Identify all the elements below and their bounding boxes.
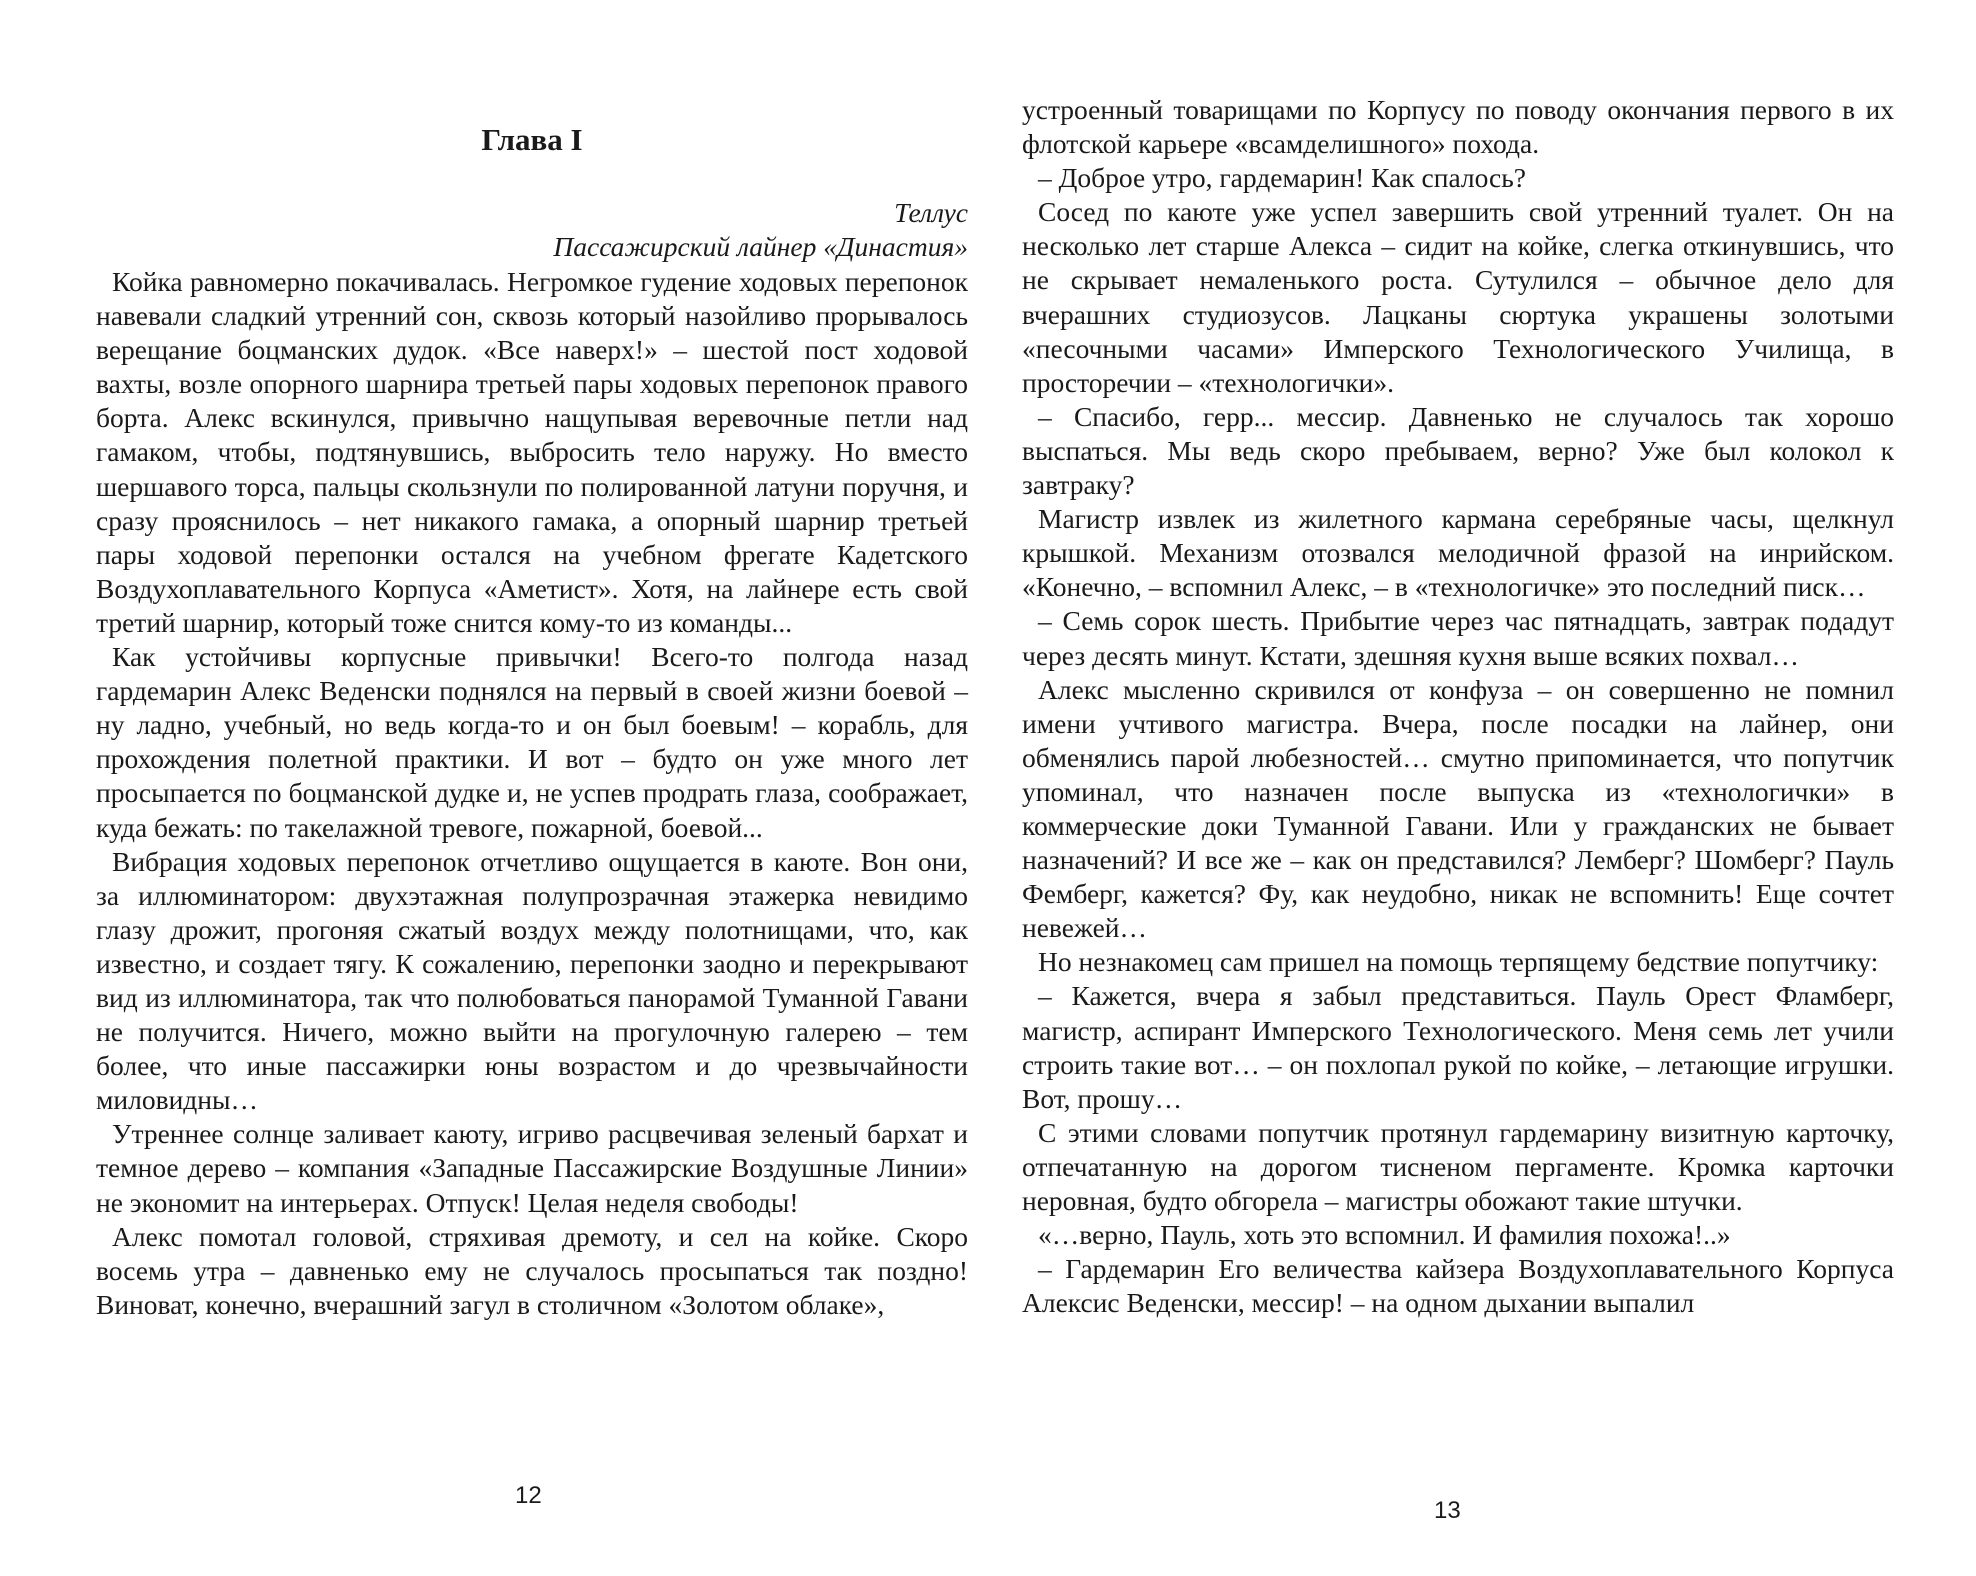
page-number: 12 (515, 1482, 542, 1509)
paragraph: – Кажется, вчера я забыл представиться. Пауль Орест Фламберг, магистр, аспирант Имперского Технологического. Меня семь лет учили строить такие вот… – он похлопал рукой по койке, – летающие игрушки. Вот, прошу… (1022, 980, 1894, 1114)
epigraph-location: Теллус (894, 197, 968, 228)
paragraph: – Доброе утро, гардемарин! Как спалось? (1038, 162, 1527, 194)
epigraph (96, 196, 968, 264)
paragraph: Койка равномерно покачивалась. Негромкое гудение ходовых перепонок навевали сладкий утренний сон, сквозь который назойливо прорывалось верещание боцманских дудок. «Все наверх!» – шестой пост ходовой вахты, возле опорного шарнира третьей пары ходовых перепонок правого борта. Алекс вскинулся, привычно нащупывая веревочные петли над гамаком, чтобы, подтянувшись, выбросить тело наружу. Но вместо шершавого торса, пальцы скользнули по полированной латуни поручня, и сразу прояснилось – нет никакого гамака, а опорный шарнир третьей пары ходовой перепонки остался на учебном фрегате Кадетского Воздухоплавательного Корпуса «Аметист». Хотя, на лайнере есть свой третий шарнир, который тоже снится кому-то из команды... (96, 266, 968, 638)
paragraph: Вибрация ходовых перепонок отчетливо ощущается в каюте. Вон они, за иллюминатором: двухэтажная полупрозрачная этажерка невидимо глазу дрожит, прогоняя сжатый воздух между полотнищами, что, как известно, и создает тягу. К сожалению, перепонки заодно и перекрывают вид из иллюминатора, так что полюбоваться панорамой Туманной Гавани не получится. Ничего, можно выйти на прогулочную галерею – тем более, что иные пассажирки юны возрастом и до чрезвычайности миловидны… (96, 845, 968, 1116)
paragraph: С этими словами попутчик протянул гардемарину визитную карточку, отпечатанную на дорогом тисненом пергаменте. Кромка карточки неровная, будто обгорела – магистры обожают такие штучки. (1022, 1116, 1894, 1216)
right-text-column (1022, 93, 1894, 1320)
paragraph: Сосед по каюте уже успел завершить свой утренний туалет. Он на несколько лет старше Алекса – сидит на койке, слегка откинувшись, что не скрывает немаленького роста. Сутулился – обычное дело для вчерашних студиозусов. Лацканы сюртука украшены золотыми «песочными часами» Имперского Технологического Училища, в просторечии – «технологички». (1022, 196, 1894, 398)
paragraph: – Семь сорок шесть. Прибытие через час пятнадцать, завтрак подадут через десять минут. Кстати, здешняя кухня выше всяких похвал… (1022, 605, 1894, 671)
page-number: 13 (1434, 1497, 1461, 1524)
paragraph: – Спасибо, герр... мессир. Давненько не случалось так хорошо выспаться. Мы ведь скоро пребываем, верно? Уже был колокол к завтраку? (1022, 400, 1894, 501)
left-text-column (96, 265, 968, 1322)
paragraph: Магистр извлек из жилетного кармана серебряные часы, щелкнул крышкой. Механизм отозвался мелодичной фразой на инрийском. «Конечно, – вспомнил Алекс, – в «технологичке» это последний писк… (1022, 503, 1894, 603)
paragraph: – Гардемарин Его величества кайзера Воздухоплавательного Корпуса Алексис Веденски, мессир! – на одном дыхании выпалил (1022, 1253, 1894, 1319)
paragraph: Но незнакомец сам пришел на помощь терпящему бедствие попутчику: (1038, 946, 1879, 978)
paragraph: Утреннее солнце заливает каюту, игриво расцвечивая зеленый бархат и темное дерево – компания «Западные Пассажирские Воздушные Линии» не экономит на интерьерах. Отпуск! Целая неделя свободы! (96, 1118, 968, 1218)
paragraph: Как устойчивы корпусные привычки! Всего-то полгода назад гардемарин Алекс Веденски поднялся на первый в своей жизни боевой – ну ладно, учебный, но ведь когда-то и он был боевым! – корабль, для прохождения полетной практики. И вот – будто он уже много лет просыпается по боцманской дудке и, не успев продрать глаза, соображает, куда бежать: по такелажной тревоге, пожарной, боевой... (96, 641, 968, 843)
paragraph: Алекс мысленно скривился от конфуза – он совершенно не помнил имени учтивого магистра. Вчера, после посадки на лайнер, они обменялись парой любезностей… смутно припоминается, что попутчик упоминал, что назначен после выпуска из «технологички» в коммерческие доки Туманной Гавани. Или у гражданских не бывает назначений? И все же – как он представился? Лемберг? Шомберг? Пауль Фемберг, кажется? Фу, как неудобно, никак не вспомнить! Еще сочтет невежей… (1022, 673, 1894, 944)
paragraph: «…верно, Пауль, хоть это вспомнил. И фамилия похожа!..» (1038, 1219, 1731, 1251)
epigraph-ship: Пассажирский лайнер «Династия» (553, 231, 968, 262)
chapter-title: Глава I (481, 122, 583, 157)
paragraph: устроенный товарищами по Корпусу по поводу окончания первого в их флотской карьере «всамделишного» похода. (1022, 94, 1894, 160)
right-page (988, 0, 1976, 1576)
paragraph: Алекс помотал головой, стряхивая дремоту, и сел на койке. Скоро восемь утра – давненько ему не случалось просыпаться так поздно! Виноват, конечно, вчерашний загул в столичном «Золотом облаке», (96, 1220, 968, 1320)
